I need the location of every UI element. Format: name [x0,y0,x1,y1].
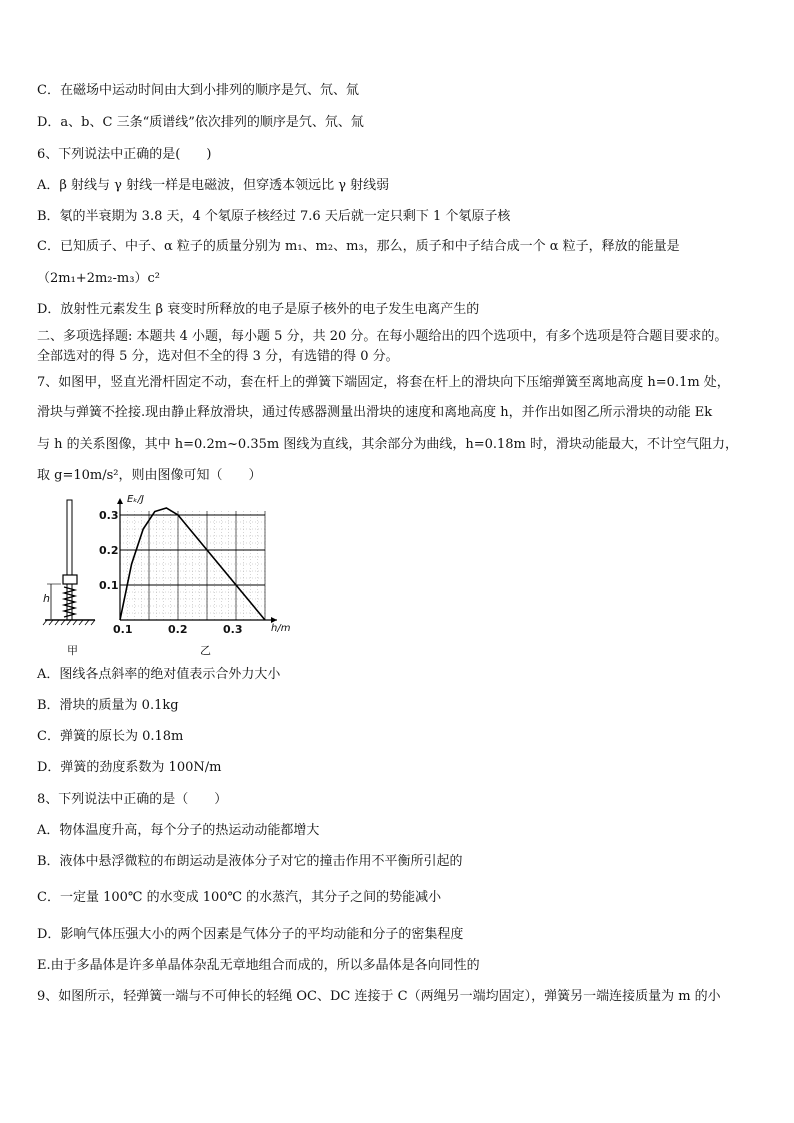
question-7-stem-1: 7、如图甲，竖直光滑杆固定不动，套在杆上的弹簧下端固定，将套在杆上的滑块向下压缩弹簧至离地高度 h=0.1m 处， [37,375,730,390]
option-7c: C．弹簧的原长为 0.18m [37,729,184,744]
x-tick-label: 0.3 [223,623,243,636]
option-7b: B．滑块的质量为 0.1kg [37,698,179,713]
y-axis-arrow [117,498,123,504]
option-8c: C．一定量 100℃ 的水变成 100℃ 的水蒸汽，其分子之间的势能减小 [37,890,442,905]
y-tick-label: 0.1 [99,579,119,592]
option-7a: A．图线各点斜率的绝对值表示合外力大小 [37,667,281,682]
section-2-heading: 二、多项选择题: 本题共 4 小题，每小题 5 分，共 20 分。在每小题给出的四个选项中，有多个选项是符合题目要求的。 [37,329,728,344]
slider-block [63,575,77,584]
section-2-scoring: 全部选对的得 5 分，选对但不全的得 3 分，有选错的得 0 分。 [37,349,399,364]
option-8a: A．物体温度升高，每个分子的热运动动能都增大 [37,823,320,838]
question-7-stem-2: 滑块与弹簧不拴接.现由静止释放滑块，通过传感器测量出滑块的速度和离地高度 h，并作出如图乙所示滑块的动能 Ek [37,405,713,420]
option-6c-formula: （2m₁+2m₂-m₃）c² [37,271,160,286]
figure-jia-label: 甲 [67,644,78,657]
x-tick-label: 0.2 [168,623,188,636]
option-8d: D．影响气体压强大小的两个因素是气体分子的平均动能和分子的密集程度 [37,927,464,942]
option-5d: D．a、b、C 三条“质谱线”依次排列的顺序是氕、氘、氚 [37,115,364,130]
rod [67,500,72,620]
h-label: h [43,592,50,605]
option-5c: C．在磁场中运动时间由大到小排列的顺序是氕、氘、氚 [37,83,359,98]
figure-yi-label: 乙 [200,644,211,657]
option-8e: E.由于多晶体是许多单晶体杂乱无章地组合而成的，所以多晶体是各向同性的 [37,958,480,973]
question-7-stem-3: 与 h 的关系图像，其中 h=0.2m~0.35m 图线为直线，其余部分为曲线，h=0.18m 时，滑块动能最大，不计空气阻力， [37,437,739,452]
option-6b: B．氡的半衰期为 3.8 天，4 个氡原子核经过 7.6 天后就一定只剩下 1 个氡原子核 [37,209,511,224]
question-7-stem-4: 取 g=10m/s²，则由图像可知（ ） [37,468,262,483]
option-6c: C．已知质子、中子、α 粒子的质量分别为 m₁、m₂、m₃，那么，质子和中子结合成一个 α 粒子，释放的能量是 [37,239,680,254]
x-axis-label: h/m [271,623,291,634]
y-axis-label: Eₖ/J [127,494,144,505]
question-9-stem: 9、如图所示，轻弹簧一端与不可伸长的轻绳 OC、DC 连接于 C（两绳另一端均固定），弹簧另一端连接质量为 m 的小 [37,989,721,1004]
question-6-stem: 6、下列说法中正确的是( ) [37,147,212,162]
question-8-stem: 8、下列说法中正确的是（ ） [37,792,228,807]
y-tick-label: 0.3 [99,509,119,522]
x-tick-label: 0.1 [113,623,133,636]
y-tick-label: 0.2 [99,544,119,557]
option-6a: A．β 射线与 γ 射线一样是电磁波，但穿透本领远比 γ 射线弱 [37,178,390,193]
option-7d: D．弹簧的劲度系数为 100N/m [37,760,222,775]
chart-grid [120,510,265,620]
option-8b: B．液体中悬浮微粒的布朗运动是液体分子对它的撞击作用不平衡所引起的 [37,854,463,869]
figure-7 [37,492,297,662]
figure-7-svg [37,492,297,662]
option-6d: D．放射性元素发生 β 衰变时所释放的电子是原子核外的电子发生电离产生的 [37,302,480,317]
